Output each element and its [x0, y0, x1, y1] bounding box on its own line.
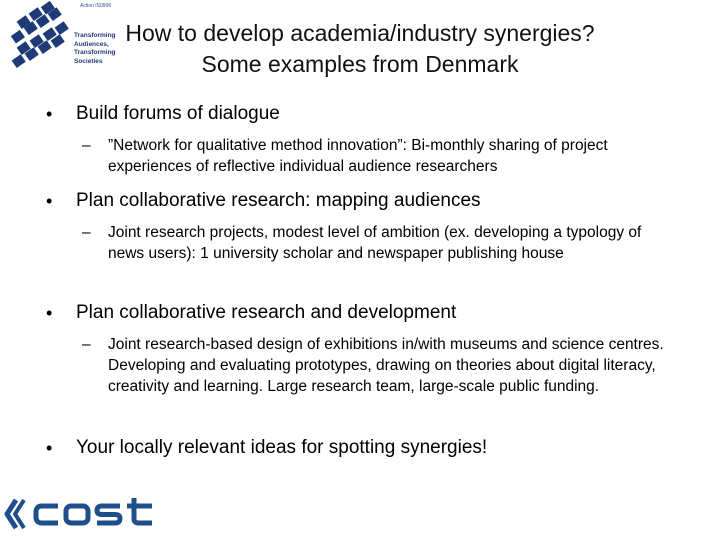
- bullet-text: Build forums of dialogue: [76, 103, 280, 124]
- bullet-icon: •: [46, 104, 53, 124]
- bullet-text: Plan collaborative research: mapping audiences: [76, 190, 481, 211]
- title-line-1: How to develop academia/industry synergies?: [125, 20, 595, 46]
- sub-bullet-item: [82, 334, 668, 397]
- logo-line: Societies: [74, 57, 103, 65]
- sub-bullet-item: [82, 135, 668, 177]
- cost-logo-icon: [2, 493, 162, 535]
- bullet-icon: •: [46, 438, 53, 458]
- sub-bullet-text: Joint research-based design of exhibitions in/with museums and science centres. Developing and evaluating prototypes, drawing on theories about digital literacy, creativity and learning. Large research team, large-scale public funding.: [108, 336, 664, 395]
- bullet-text: Your locally relevant ideas for spotting synergies!: [76, 437, 488, 458]
- logo-line: Transforming: [74, 32, 116, 39]
- sub-bullet-text: Joint research projects, modest level of ambition (ex. developing a typology of news users): 1 university scholar and newspaper publishing house: [108, 224, 642, 262]
- slide-title: [60, 18, 660, 80]
- sub-bullet-text: ”Network for qualitative method innovation”: Bi-monthly sharing of project experiences of reflective individual audience researchers: [108, 137, 608, 175]
- dash-icon: –: [82, 224, 91, 241]
- sub-bullet-item: [82, 222, 668, 264]
- dash-icon: –: [82, 336, 91, 353]
- dash-icon: –: [82, 137, 91, 154]
- bullet-icon: •: [46, 191, 53, 211]
- title-line-2: Some examples from Denmark: [201, 51, 519, 77]
- bullet-icon: •: [46, 303, 53, 323]
- logo-tiny-label: Action IS0906: [80, 3, 112, 9]
- bullet-text: Plan collaborative research and development: [76, 302, 457, 323]
- logo-line: Audiences,: [74, 40, 109, 48]
- logo-line: Transforming: [74, 49, 116, 56]
